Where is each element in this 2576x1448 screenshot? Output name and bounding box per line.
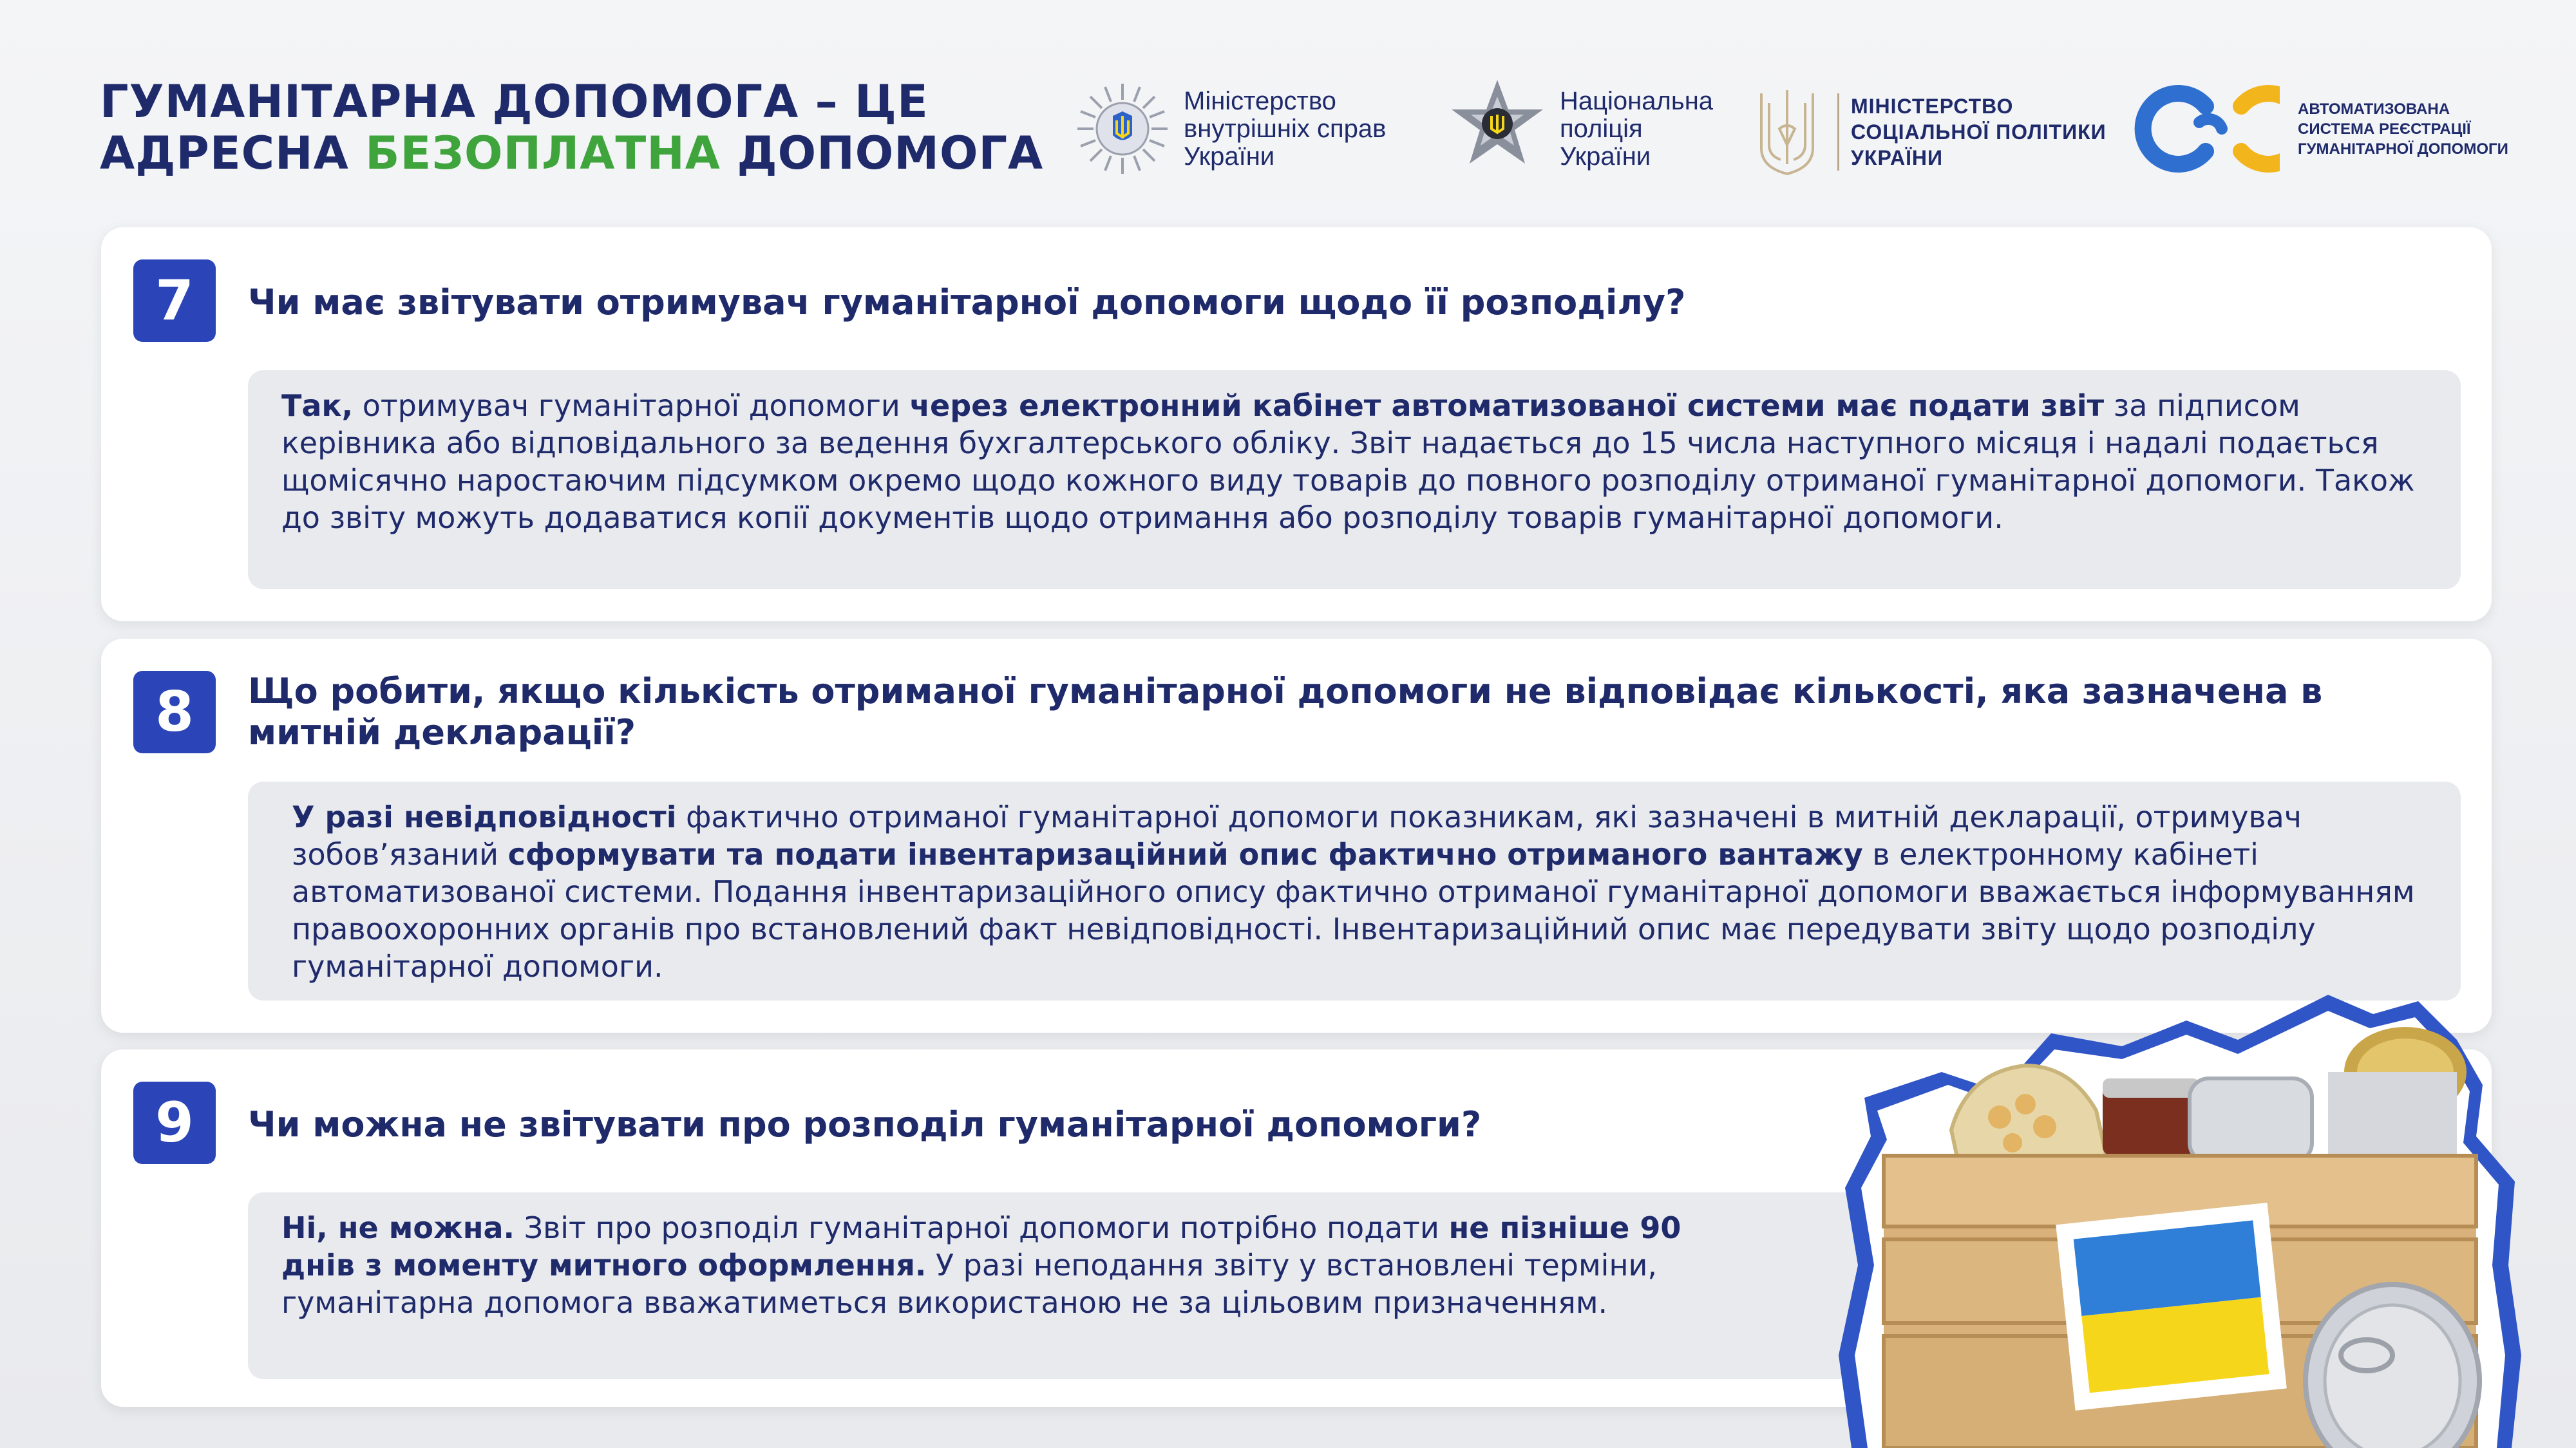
logo-msp-line-3: УКРАЇНИ bbox=[1851, 146, 1944, 169]
answer-box bbox=[248, 782, 2461, 1001]
logo-mvs-text bbox=[1184, 88, 1386, 171]
logo-police-text bbox=[1560, 88, 1713, 171]
title-line-2-start: АДРЕСНА bbox=[100, 127, 366, 180]
police-star-icon bbox=[1449, 77, 1546, 180]
logo-police-line-3: України bbox=[1560, 142, 1651, 171]
answer-bold-lead: Ні, не можна. bbox=[281, 1210, 515, 1245]
question-number-badge: 8 bbox=[133, 671, 216, 753]
question-text: Чи має звітувати отримувач гуманітарної допомоги щодо її розподілу? bbox=[248, 282, 1686, 323]
page-title bbox=[100, 76, 1043, 179]
logo-asr-line-1: АВТОМАТИЗОВАНА bbox=[2298, 100, 2450, 118]
question-text: Чи можна не звітувати про розподіл гуманітарної допомоги? bbox=[248, 1104, 1482, 1145]
answer-text: Звіт про розподіл гуманітарної допомоги потрібно подати bbox=[515, 1210, 1449, 1245]
answer-text-tail: в електронному кабінеті автоматизованої системи. Подання інвентаризаційного опису фактично отриманої гуманітарної допомоги вважається інформуванням правоохоронних органів про встановлений факт невідповідності. Інвентаризаційний опис має передувати звіту щодо розподілу гуманітарної допомоги. bbox=[292, 837, 2415, 984]
logo-msp-line-1: МІНІСТЕРСТВО bbox=[1851, 95, 2014, 118]
answer-text-tail: У разі неподання звіту у встановлені терміни, гуманітарна допомога вважатиметься використаною не за цільовим призначенням. bbox=[281, 1248, 1658, 1320]
faq-card-7 bbox=[101, 227, 2492, 621]
faq-card-8 bbox=[101, 639, 2492, 1033]
answer-bold-emphasis: через електронний кабінет автоматизованої системи має подати звіт bbox=[909, 388, 2105, 423]
answer-bold-lead: У разі невідповідності bbox=[292, 800, 677, 834]
logo-mvs bbox=[1074, 80, 1386, 177]
answer-bold-emphasis: не пізніше 90 днів з моменту митного оформлення. bbox=[281, 1210, 1681, 1283]
logo-msp-line-2: СОЦІАЛЬНОЇ ПОЛІТИКИ bbox=[1851, 120, 2107, 144]
food-box-ukraine-flag-illustration bbox=[1839, 995, 2521, 1448]
title-line-1: ГУМАНІТАРНА ДОПОМОГА – ЦЕ bbox=[100, 75, 929, 128]
logo-police-line-2: поліція bbox=[1560, 114, 1643, 143]
trident-outline-icon bbox=[1755, 84, 1819, 180]
logo-asr-text bbox=[2298, 99, 2508, 159]
logo-mvs-line-2: внутрішніх справ bbox=[1184, 114, 1387, 143]
logo-mvs-line-1: Міністерство bbox=[1184, 86, 1336, 115]
answer-bold-lead: Так, bbox=[281, 388, 354, 423]
logo-asr-line-2: СИСТЕМА РЕЄСТРАЦІЇ bbox=[2298, 120, 2471, 138]
title-accent-word: БЕЗОПЛАТНА bbox=[365, 127, 721, 180]
answer-box bbox=[248, 1192, 2116, 1379]
answer-inner bbox=[281, 1209, 1737, 1321]
logo-police bbox=[1449, 77, 1713, 180]
title-line-2-end: ДОПОМОГА bbox=[720, 127, 1044, 180]
answer-text: отримувач гуманітарної допомоги bbox=[353, 388, 910, 423]
linked-rings-icon bbox=[2132, 80, 2280, 177]
answer-text-tail: за підписом керівника або відповідального за ведення бухгалтерського обліку. Звіт надається до 15 числа наступного місяця і надалі подається щомісячно наростаючим підсумком окремо щодо кожного виду товарів до повного розподілу отриманої гуманітарної допомоги. Також до звіту можуть додаватися копії документів щодо отримання або розподілу товарів гуманітарної допомоги. bbox=[281, 388, 2415, 535]
answer-bold-emphasis: сформувати та подати інвентаризаційний опис фактично отриманого вантажу bbox=[507, 837, 1863, 872]
logo-asr-line-3: ГУМАНІТАРНОЇ ДОПОМОГИ bbox=[2298, 140, 2508, 158]
answer-text: фактично отриманої гуманітарної допомоги показникам, які зазначені в митній декларації, отримувач зобов’язаний bbox=[292, 800, 2302, 872]
question-number-badge: 9 bbox=[133, 1082, 216, 1164]
logo-asr bbox=[2132, 80, 2508, 177]
logo-mvs-line-3: України bbox=[1184, 142, 1275, 171]
answer-box bbox=[248, 370, 2461, 589]
question-text: Що робити, якщо кількість отриманої гуманітарної допомоги не відповідає кількості, яка зазначена в митній декларації? bbox=[248, 671, 2323, 753]
logo-msp-text bbox=[1837, 93, 2107, 171]
question-number-badge: 7 bbox=[133, 259, 216, 342]
logo-msp bbox=[1755, 84, 2107, 180]
title-line-2 bbox=[100, 127, 1043, 179]
logo-police-line-1: Національна bbox=[1560, 86, 1714, 115]
trident-sun-icon bbox=[1074, 80, 1171, 177]
